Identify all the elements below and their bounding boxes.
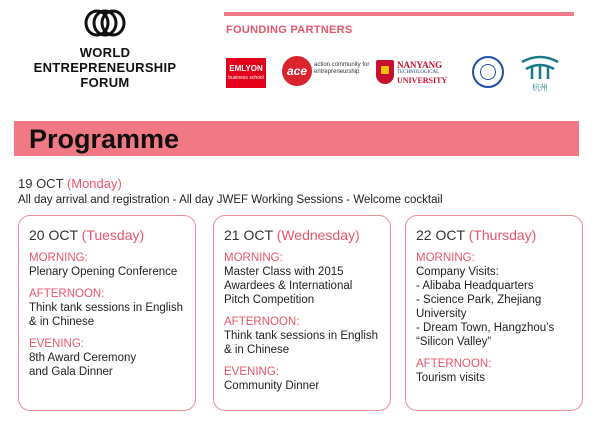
afternoon-section bbox=[416, 357, 572, 385]
morning-section bbox=[224, 251, 380, 307]
hangzhou-text: 杭州 bbox=[532, 83, 548, 92]
section-line: Master Class with 2015 bbox=[224, 266, 344, 278]
card-date: 21 OCT bbox=[224, 227, 273, 243]
section-line: Think tank sessions in English bbox=[224, 330, 379, 342]
card-dayname: (Wednesday) bbox=[276, 227, 360, 243]
card-heading bbox=[416, 227, 572, 243]
ace-badge: ace bbox=[282, 56, 312, 86]
card-heading bbox=[29, 227, 185, 243]
section-line: Company Visits: bbox=[416, 266, 499, 278]
card-heading bbox=[224, 227, 380, 243]
section-line: - Science Park, Zhejiang bbox=[416, 294, 542, 306]
section-label: EVENING: bbox=[29, 338, 84, 350]
section-line: Pitch Competition bbox=[224, 294, 315, 306]
emlyon-sub: business school bbox=[228, 75, 264, 81]
section-label: MORNING: bbox=[29, 252, 88, 264]
logo-line-1: WORLD bbox=[79, 45, 131, 60]
ntu-line-2: TECHNOLOGICAL bbox=[397, 70, 440, 75]
section-line: Plenary Opening Conference bbox=[29, 266, 178, 278]
section-line: University bbox=[416, 308, 467, 320]
university-seal-icon bbox=[472, 56, 504, 88]
section-line: Think tank sessions in English bbox=[29, 302, 184, 314]
section-label: AFTERNOON: bbox=[416, 358, 492, 370]
hangzhou-logo bbox=[518, 52, 562, 94]
afternoon-section bbox=[224, 315, 380, 357]
ntu-logo bbox=[376, 58, 456, 90]
morning-section bbox=[416, 251, 572, 349]
section-line: Community Dinner bbox=[224, 380, 320, 392]
day-card-22-oct bbox=[405, 215, 583, 411]
card-date: 20 OCT bbox=[29, 227, 78, 243]
partner-logos bbox=[226, 52, 576, 94]
section-line: 8th Award Ceremony bbox=[29, 352, 137, 364]
section-line: - Alibaba Headquarters bbox=[416, 280, 534, 292]
section-line: - Dream Town, Hangzhou’s bbox=[416, 322, 555, 334]
day-19-heading bbox=[18, 176, 443, 192]
day-19-oct bbox=[18, 176, 443, 208]
ntu-line-1: NANYANG bbox=[397, 60, 443, 70]
section-label: MORNING: bbox=[224, 252, 283, 264]
emlyon-name: EMLYON bbox=[229, 64, 263, 73]
section-line: “Silicon Valley” bbox=[416, 336, 492, 348]
logo-line-2: ENTREPRENEURSHIP bbox=[33, 60, 177, 75]
section-label: MORNING: bbox=[416, 252, 475, 264]
day-19-dayname: (Monday) bbox=[66, 176, 122, 191]
afternoon-section bbox=[29, 287, 185, 329]
pavilion-icon bbox=[518, 52, 562, 82]
evening-section bbox=[224, 365, 380, 393]
section-line: Awardees & International bbox=[224, 280, 353, 292]
card-dayname: (Thursday) bbox=[468, 227, 537, 243]
ace-logo bbox=[282, 56, 374, 90]
day-19-description: All day arrival and registration - All day JWEF Working Sessions - Welcome cocktail bbox=[18, 194, 443, 206]
day-card-20-oct bbox=[18, 215, 196, 411]
section-line: & in Chinese bbox=[224, 344, 290, 356]
evening-section bbox=[29, 337, 185, 379]
section-label: AFTERNOON: bbox=[29, 288, 105, 300]
morning-section bbox=[29, 251, 185, 279]
emlyon-logo bbox=[226, 58, 266, 88]
day-19-date: 19 OCT bbox=[18, 176, 64, 191]
section-line: and Gala Dinner bbox=[29, 366, 113, 378]
ntu-crest-icon bbox=[376, 60, 394, 84]
founding-partners-title: FOUNDING PARTNERS bbox=[226, 24, 353, 36]
ntu-line-3: UNIVERSITY bbox=[397, 76, 448, 85]
page-title: Programme bbox=[29, 124, 180, 154]
ace-text: action community for entrepreneurship bbox=[314, 62, 370, 75]
programme-banner bbox=[14, 121, 579, 156]
section-line: Tourism visits bbox=[416, 372, 486, 384]
partners-divider bbox=[224, 12, 574, 16]
day-card-21-oct bbox=[213, 215, 391, 411]
card-date: 22 OCT bbox=[416, 227, 465, 243]
logo-line-3: FORUM bbox=[80, 75, 130, 90]
rings-icon bbox=[82, 8, 128, 38]
section-label: EVENING: bbox=[224, 366, 279, 378]
section-label: AFTERNOON: bbox=[224, 316, 300, 328]
card-dayname: (Tuesday) bbox=[81, 227, 145, 243]
section-line: & in Chinese bbox=[29, 316, 95, 328]
forum-logo bbox=[20, 8, 190, 90]
